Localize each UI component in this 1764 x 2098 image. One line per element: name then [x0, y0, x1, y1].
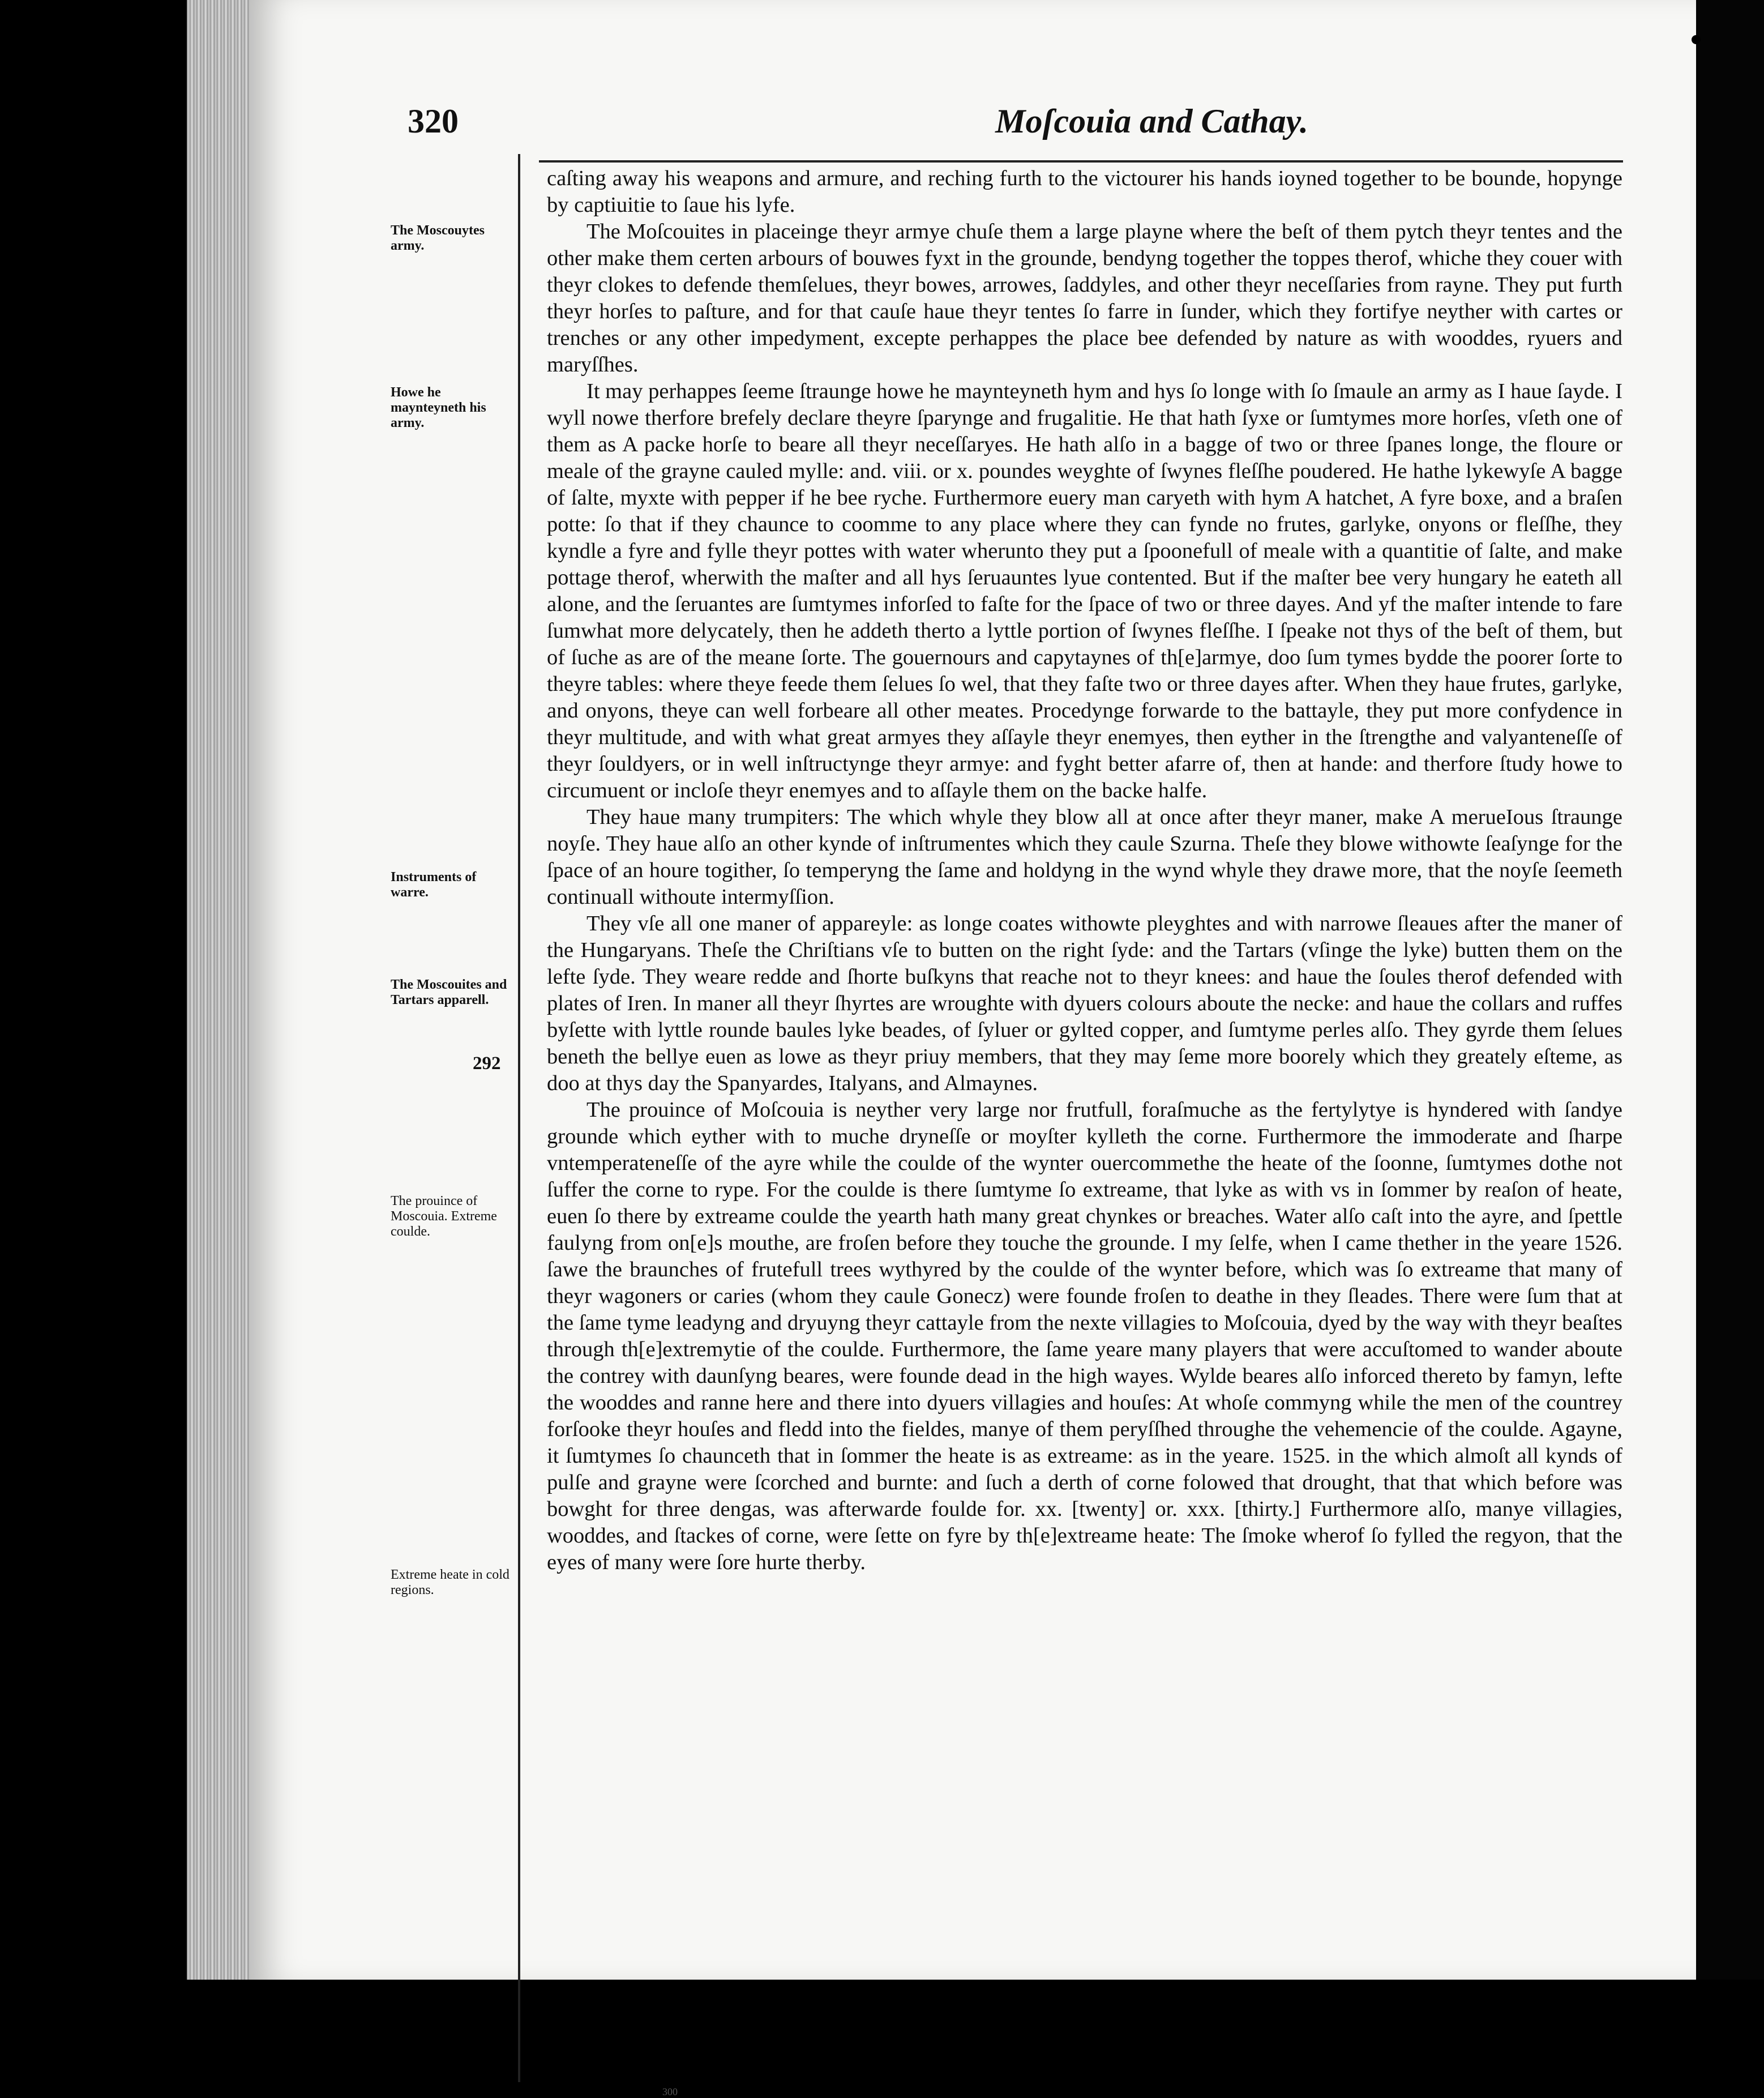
paragraph: They vſe all one maner of appareyle: as longe coates withowte pleyghtes and with narrowe ſleaues after the maner of the Hungaryans. Theſe the Chriſtians vſe to butten on the right ſyde: and the Tartars (vſinge the lyke) butten them on the lefte ſyde. They weare redde and ſhorte buſkyns that reache not to theyr knees: and haue the ſoules therof defended with plates of Iren. In maner all theyr ſhyrtes are wroughte with dyuers colours aboute the necke: and haue the collars and ruffes byſette with lyttle rounde baules lyke beades, of ſyluer or gylted copper, and ſumtyme perles alſo. They gyrde them ſelues beneth the bellye euen as lowe as theyr priuy members, that they may ſeme more boorely which they greately eſteme, as doo at thys day the Spanyardes, Italyans, and Almaynes. [547, 912, 1622, 1095]
sidenote-extreme-heat: Extreme heate in cold regions. [391, 1567, 509, 1597]
paragraph: The Moſcouites in placeinge theyr armye chuſe them a large playne where the beſt of them pytch theyr tentes and the other make them certen arbours of bouwes fyxt in the grounde, bendyng together the toppes therof, whiche they couer with theyr clokes to defende themſelues, theyr bowes, arrowes, ſaddyles, and other theyr neceſſaries from rayne. They put furth theyr horſes to paſture, and for that cauſe haue theyr tentes ſo farre in ſunder, which they fortifye neyther with cartes or trenches or any other impedyment, excepte perhappes the place bee defended by nature as with wooddes, ryuers and maryſſhes. [547, 220, 1622, 377]
paragraph: caſting away his weapons and armure, and reching furth to the victourer his hands ioyned together to be bounde, hopynge by captiuitie to ſaue his lyfe. [547, 166, 1622, 217]
paragraph: The prouince of Moſcouia is neyther very large nor frutfull, foraſmuche as the fertylytye is hyndered with ſandye grounde which eyther with to muche dryneſſe or moyſter kylleth the corne. Furthermore the immoderate and ſharpe vntemperateneſſe of the ayre while the coulde of the wynter ouercommethe the heate of the ſoonne, ſumtymes dothe not ſuffer the corne to rype. For the coulde is there ſumtyme ſo extreame, that lyke as with vs in ſommer by reaſon of heate, euen ſo there by extreame coulde the yearth hath many great chynkes or breaches. Water alſo caſt into the ayre, and ſpettle faulyng from on[e]s mouthe, are froſen before they touche the grounde. I my ſelfe, when I came thether in the yeare 1526. ſawe the braunches of frutefull trees wythyred by the coulde of the wynter before, which was ſo extreame that many of theyr wagoners or caries (whom they caule Gonecz) were founde froſen to deathe in they ſleades. There were ſum that at the ſame tyme leadyng and dryuyng theyr cattayle from the nexte villagies to Moſcouia, dyed by the way with theyr beaſtes through th[e]extremytie of the coulde. Furthermore, the ſame yeare many players that were accuſtomed to wander aboute the contrey with daunſyng beares, were founde dead in the high wayes. Wylde beares alſo inforced thereto by famyn, lefte the wooddes and ranne here and there into dyuers villagies and houſes: At whoſe commyng while the men of the countrey forſooke theyr houſes and fledd into the fieldes, manye of them peryſſhed throughe the vehemencie of the coulde. Agayne, it ſumtymes ſo chaunceth that in ſommer the heate is as extreame: as in the yeare. 1525. in the which almoſt all kynds of pulſe and grayne were ſcorched and burnte: and ſuch a derth of corne folowed that drought, that that which before was bowght for three dengas, was afterwarde foulde for. xx. [twenty] or. xxx. [thirty.] Furthermore alſo, manye villagies, wooddes, and ſtackes of corne, were ſette on fyre by th[e]extreame heate: The ſmoke wherof ſo fylled the regyon, that the eyes of many were ſore hurte therby. [547, 1098, 1622, 1574]
scan-border [1696, 0, 1764, 1980]
margin-rule [518, 154, 520, 2082]
running-title: Moſcouia and Cathay. [995, 102, 1308, 140]
paragraph: They haue many trumpiters: The which whyle they blow all at once after theyr maner, make A merueIous ſtraunge noyſe. They haue alſo an other kynde of inſtrumentes which they caule Szurna. Theſe they blowe withowte ſeaſynge for the ſpace of an houre togither, ſo temperyng the ſame and holdyng in the wynd whyle they drawe more, that the noyſe ſeemeth continuall withoute intermyſſion. [547, 805, 1622, 909]
sidenote-army: The Moscouytes army. [391, 223, 485, 253]
sidenote-apparel: The Moscouites and Tartars apparell. [391, 977, 507, 1007]
sidenote-province: The prouince of Moscouia. Extreme coulde. [391, 1194, 497, 1239]
sidenote-instruments: Instruments of warre. [391, 870, 477, 900]
header-rule [539, 160, 1623, 163]
margin-page-number: 292 [473, 1053, 501, 1074]
sidenote-maintain-army: Howe he maynteyneth his army. [391, 385, 486, 430]
scan-mark [1692, 35, 1701, 44]
paragraph: It may perhappes ſeeme ſtraunge howe he maynteyneth hym and hys ſo longe with ſo ſmaule an army as I haue ſayde. I wyll nowe therfore brefely declare theyre ſparynge and frugalitie. He that hath ſyxe or ſumtymes more horſes, vſeth one of them as A packe horſe to beare all theyr neceſſaryes. He hath alſo in a bagge of two or three ſpanes longe, the floure or meale of the grayne cauled mylle: and. viii. or x. poundes weyghte of ſwynes fleſſhe poudered. He hathe lykewyſe A bagge of ſalte, myxte with pepper if he bee ryche. Furthermore euery man caryeth with hym A hatchet, A fyre boxe, and a braſen potte: ſo that if they chaunce to coomme to any place where they can fynde no frutes, garlyke, onyons or fleſſhe, they kyndle a fyre and fylle theyr pottes with water wherunto they put a ſpoonefull of meale with a quantitie of ſalte, and make pottage therof, wherwith the maſter and all hys ſeruauntes lyue contented. But if the maſter bee very hungary he eateth all alone, and the ſeruantes are ſumtymes inforſed to faſte for the ſpace of two or three dayes. And yf the maſter intende to fare ſumwhat more delycately, then he addeth therto a lyttle portion of ſwynes fleſſhe. I ſpeake not thys of the beſt of them, but of ſuche as are of the meane ſorte. The gouernours and capytaynes of th[e]armye, doo ſum tymes bydde the poorer ſorte to theyre tables: where theye feede them ſelues ſo wel, that they faſte two or three dayes after. When they haue frutes, garlyke, and onyons, theye can well forbeare all other meates. Procedynge forwarde to the battayle, they put more confydence in theyr multitude, and with what great armyes they aſſayle theyr enemyes, then eyther in the ſtrengthe and valyanteneſſe of theyr ſouldyers, or in well inſtructynge theyr armye: and fyght better afarre of, then at hande: and therfore ſtudy howe to circumuent or incloſe theyr enemyes and to aſſayle them on the backe halfe. [547, 379, 1622, 802]
footer-mark: 300 [662, 2086, 678, 2097]
main-text [547, 165, 1622, 1576]
page-number: 320 [408, 102, 459, 140]
